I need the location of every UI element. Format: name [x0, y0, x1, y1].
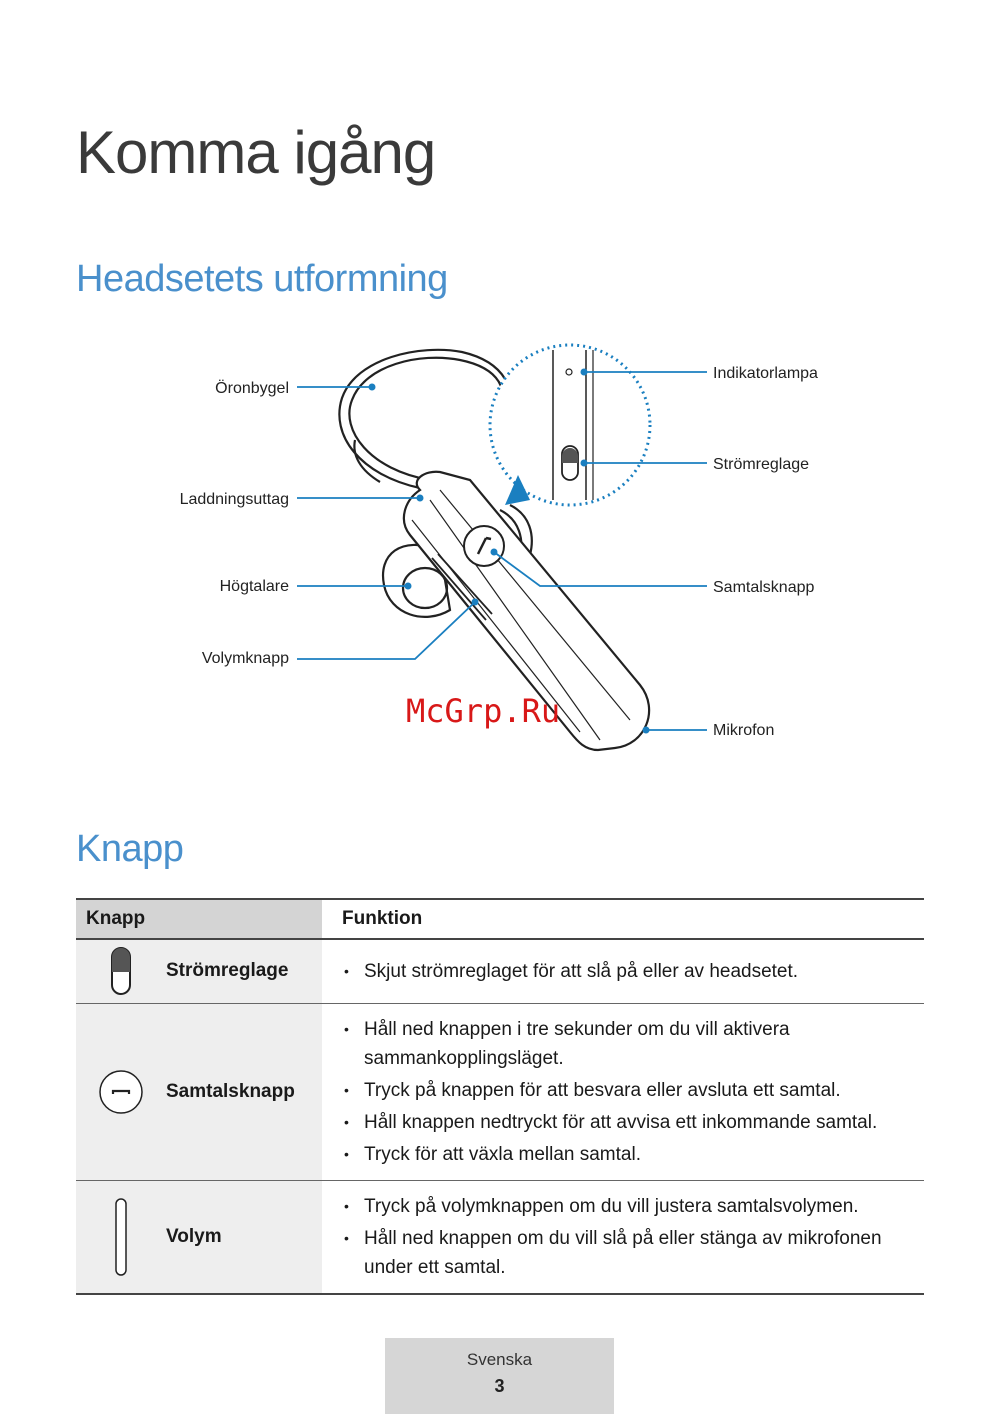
call-button-icon — [76, 1069, 166, 1115]
chapter-title: Komma igång — [76, 119, 436, 186]
table-row — [76, 1003, 924, 1180]
footer-language: Svenska — [466, 1350, 533, 1369]
table-header-row — [76, 899, 924, 939]
watermark: McGrp.Ru — [406, 692, 561, 730]
function-list — [340, 1192, 912, 1282]
list-item: • Håll knappen nedtryckt för att avvisa ett inkommande samtal. — [340, 1108, 912, 1137]
page-number: 3 — [494, 1376, 505, 1396]
section-title-design: Headsetets utformning — [76, 258, 448, 300]
list-item: • Tryck för att växla mellan samtal. — [340, 1140, 912, 1169]
header-knapp: Knapp — [76, 899, 322, 939]
button-name: Volym — [166, 1225, 222, 1247]
headset-diagram — [0, 330, 1000, 780]
label-mikrofon: Mikrofon — [713, 722, 775, 739]
list-item: • Skjut strömreglaget för att slå på eller av headsetet. — [340, 957, 912, 986]
button-table — [76, 898, 924, 1295]
label-oronbygel: Öronbygel — [215, 380, 289, 397]
power-switch-icon — [76, 946, 166, 996]
list-item: • Tryck på knappen för att besvara eller avsluta ett samtal. — [340, 1076, 912, 1105]
label-volymknapp: Volymknapp — [201, 650, 289, 667]
section-title-button: Knapp — [76, 828, 184, 870]
call-button-drawing — [464, 526, 504, 566]
volume-key-icon — [76, 1197, 166, 1277]
table-row — [76, 939, 924, 1003]
page-footer — [385, 1338, 614, 1414]
header-funktion: Funktion — [322, 899, 924, 939]
label-samtalsknapp: Samtalsknapp — [713, 579, 815, 596]
list-item: • Håll ned knappen i tre sekunder om du vill aktivera sammankopplingsläget. — [340, 1015, 912, 1073]
label-indikatorlampa: Indikatorlampa — [713, 365, 818, 382]
function-list — [340, 1015, 912, 1169]
button-name: Samtalsknapp — [166, 1080, 295, 1102]
list-item: • Tryck på volymknappen om du vill justera samtalsvolymen. — [340, 1192, 912, 1221]
zoom-inset-drawing — [490, 345, 650, 505]
label-hogtalare: Högtalare — [219, 578, 289, 595]
table-row — [76, 1180, 924, 1294]
function-list — [340, 957, 912, 986]
button-name: Strömreglage — [166, 960, 289, 982]
list-item: • Håll ned knappen om du vill slå på eller stänga av mikrofonen under ett samtal. — [340, 1224, 912, 1282]
label-laddningsuttag: Laddningsuttag — [179, 491, 289, 508]
label-stromreglage: Strömreglage — [713, 456, 810, 473]
